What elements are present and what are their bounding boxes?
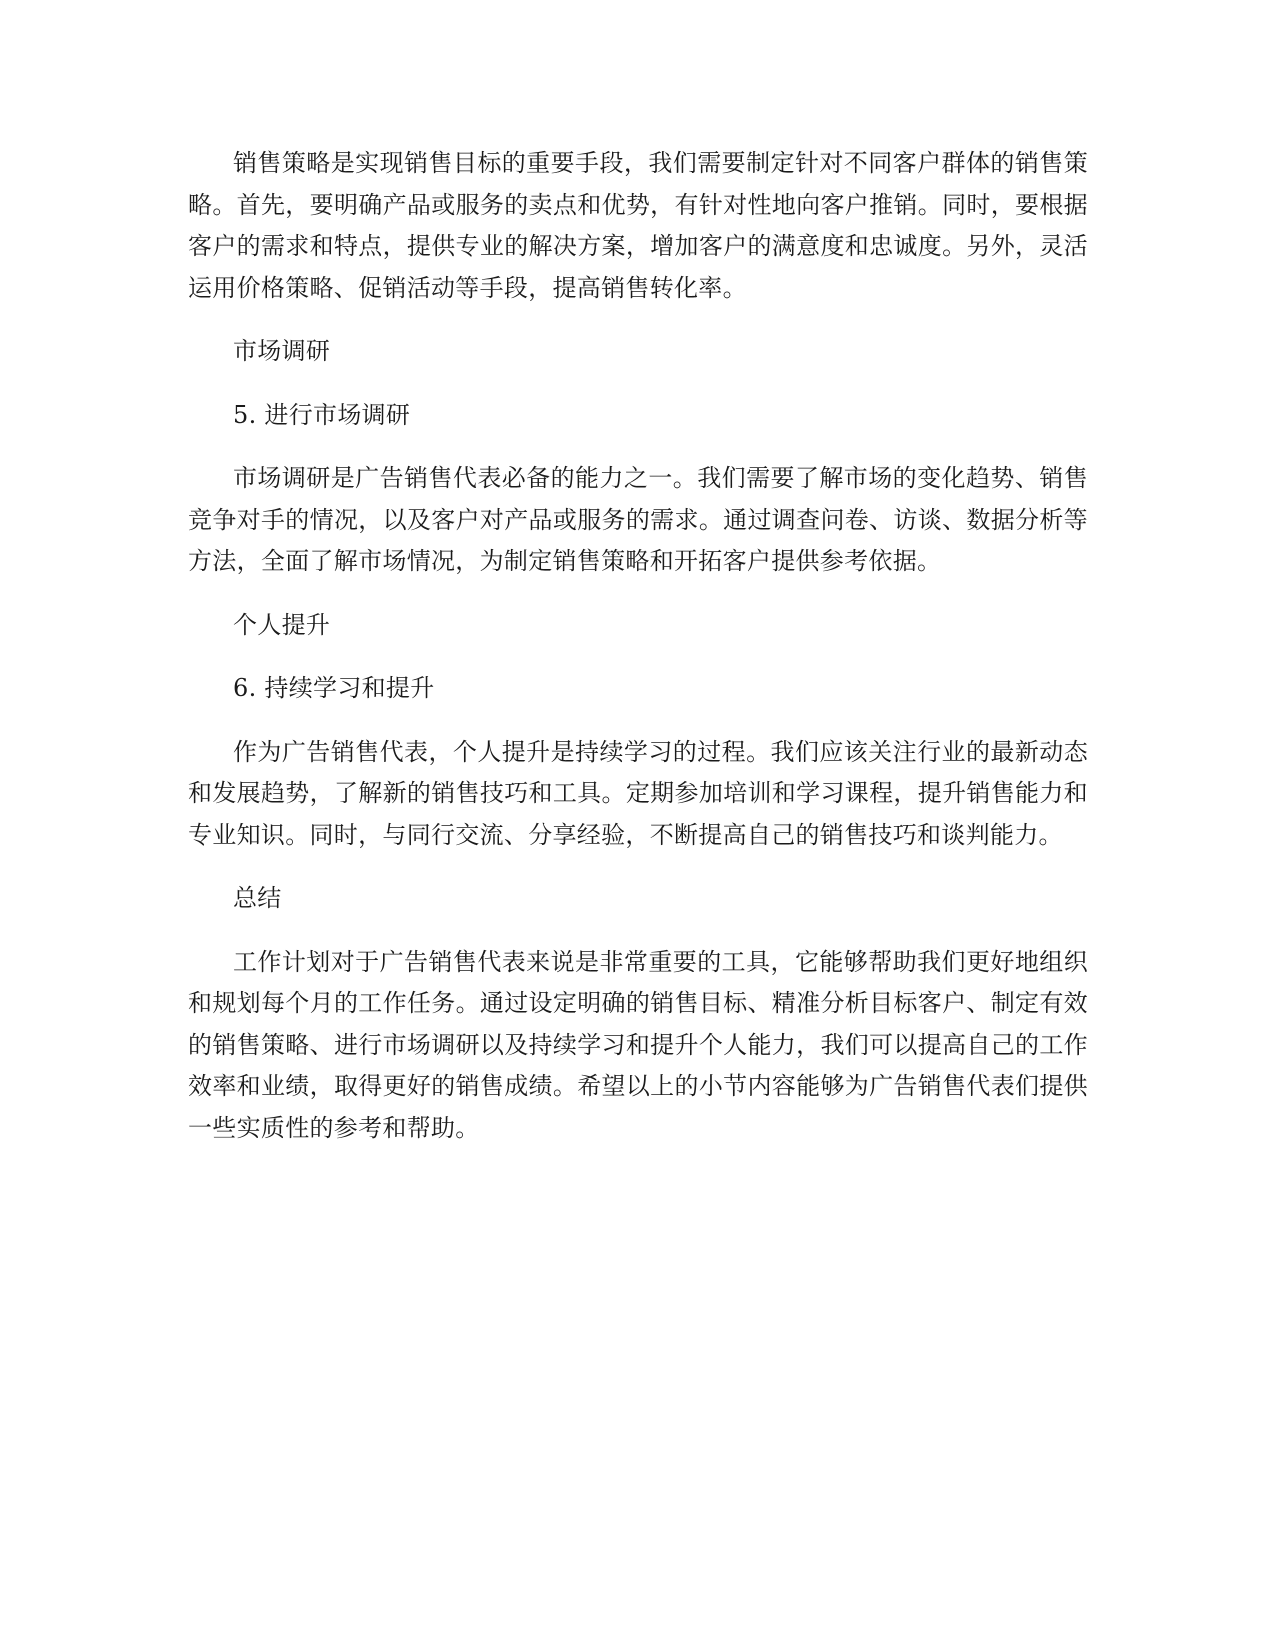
heading-6-continuous-learning: 6. 持续学习和提升 xyxy=(233,674,435,702)
paragraph-market-research: 市场调研是广告销售代表必备的能力之一。我们需要了解市场的变化趋势、销售竞争对手的情况，以及客户对产品或服务的需求。通过调查问卷、访谈、数据分析等方法，全面了解市场情况，为制定销售策略和开拓客户提供参考依据。 xyxy=(188,464,1088,575)
heading-5-conduct-market-research: 5. 进行市场调研 xyxy=(233,400,411,429)
paragraph-sales-strategy: 销售策略是实现销售目标的重要手段，我们需要制定针对不同客户群体的销售策略。首先，要明确产品或服务的卖点和优势，有针对性地向客户推销。同时，要根据客户的需求和特点，提供专业的解决方案，增加客户的满意度和忠诚度。另外，灵活运用价格策略、促销活动等手段，提高销售转化率。 xyxy=(188,149,1088,302)
paragraph-summary: 工作计划对于广告销售代表来说是非常重要的工具，它能够帮助我们更好地组织和规划每个月的工作任务。通过设定明确的销售目标、精准分析目标客户、制定有效的销售策略、进行市场调研以及持续学习和提升个人能力，我们可以提高自己的工作效率和业绩，取得更好的销售成绩。希望以上的小节内容能够为广告销售代表们提供一些实质性的参考和帮助。 xyxy=(188,947,1088,1142)
heading-personal-growth: 个人提升 xyxy=(233,610,331,639)
document-body xyxy=(188,143,1088,1171)
heading-summary: 总结 xyxy=(233,884,282,912)
heading-market-research: 市场调研 xyxy=(233,337,331,365)
paragraph-personal-growth: 作为广告销售代表，个人提升是持续学习的过程。我们应该关注行业的最新动态和发展趋势，了解新的销售技巧和工具。定期参加培训和学习课程，提升销售能力和专业知识。同时，与同行交流、分享经验，不断提高自己的销售技巧和谈判能力。 xyxy=(188,737,1088,849)
